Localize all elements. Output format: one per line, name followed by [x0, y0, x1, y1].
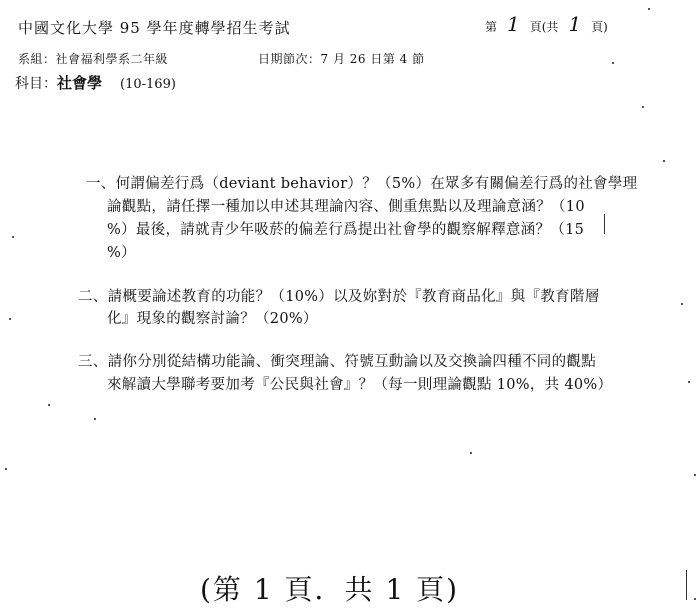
subject-line	[15, 72, 176, 93]
subject-name: 社會學	[57, 74, 103, 92]
exam-title: 中國文化大學 95 學年度轉學招生考試	[18, 19, 291, 37]
page-indicator-total: 1	[568, 12, 582, 36]
page-indicator-page: 1	[507, 12, 520, 36]
question-2-line-1: 二、請概要論述教育的功能？（10%）以及妳對於『教育商品化』與『教育階層	[78, 289, 600, 305]
scan-speck	[642, 106, 644, 108]
question-1-line-3: %）最後，請就青少年吸菸的偏差行爲提出社會學的觀察解釋意涵？（15	[107, 222, 585, 238]
scan-speck	[94, 418, 96, 420]
scan-speck	[12, 236, 14, 238]
scan-speck	[48, 404, 50, 406]
scan-speck	[5, 468, 7, 470]
question-1-line-2: 論觀點，請任擇一種加以申述其理論內容、側重焦點以及理論意涵？（10	[107, 199, 585, 215]
question-2-line-2: 化』現象的觀察討論？（20%）	[107, 311, 318, 327]
scan-line-mark	[604, 214, 605, 234]
page-indicator	[485, 12, 608, 36]
scan-speck	[470, 452, 472, 454]
scan-speck	[694, 474, 696, 476]
scan-speck	[663, 160, 665, 162]
scan-speck	[681, 303, 683, 305]
scan-speck	[612, 62, 614, 64]
scan-line-mark	[686, 570, 687, 600]
question-1-line-1: 一、何謂偏差行爲（deviant behavior）？（5%）在眾多有關偏差行爲的社會學理	[86, 176, 638, 192]
page-indicator-suffix: 頁)	[591, 20, 608, 34]
exam-date: 日期節次：7 月 26 日第 4 節	[258, 52, 425, 66]
subject-label: 科目：	[15, 76, 57, 92]
page-indicator-middle: 頁(共	[529, 20, 559, 34]
subject-code: (10-169)	[120, 77, 176, 92]
scan-speck	[9, 318, 11, 320]
question-1-line-4: %）	[107, 245, 136, 261]
scan-speck	[688, 381, 690, 383]
page-footer: (第 1 頁．共 1 頁)	[200, 573, 460, 606]
question-3-line-1: 三、請你分別從結構功能論、衝突理論、符號互動論以及交換論四種不同的觀點	[78, 354, 596, 370]
scan-speck	[694, 598, 696, 600]
question-3-line-2: 來解讀大學聯考要加考『公民與社會』？（每一則理論觀點 10%，共 40%）	[107, 377, 613, 393]
scan-speck	[648, 8, 650, 10]
department-label: 系組：社會福利學系二年級	[18, 52, 169, 66]
page-indicator-prefix: 第	[485, 20, 498, 34]
